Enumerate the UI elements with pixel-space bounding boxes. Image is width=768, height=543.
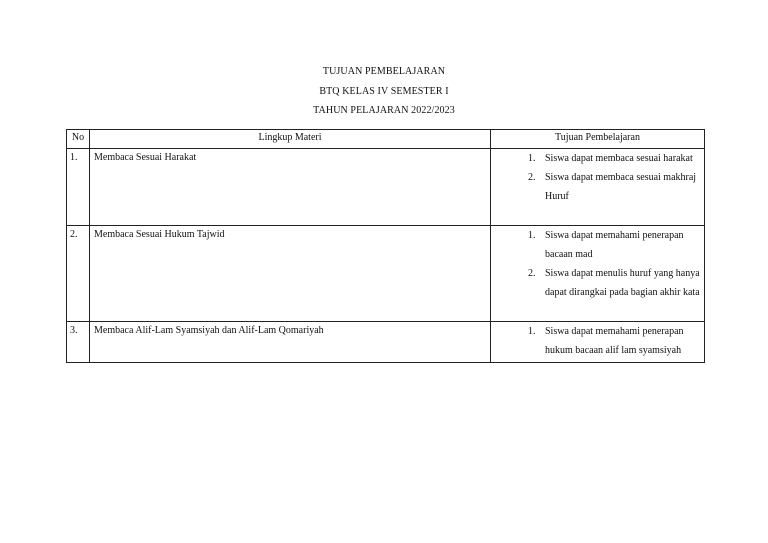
document-title: TUJUAN PEMBELAJARAN	[322, 66, 446, 77]
item-number: 1.	[528, 326, 536, 337]
header-tujuan-pembelajaran: Tujuan Pembelajaran	[491, 130, 705, 149]
item-text: Siswa dapat menulis huruf yang hanya dapat dirangkai pada bagian akhir kata	[545, 268, 700, 298]
table-header-row	[67, 130, 705, 149]
list-item	[491, 168, 700, 206]
item-text: Siswa dapat memahami penerapan bacaan mad	[545, 230, 684, 260]
list-item	[491, 322, 700, 360]
list-item	[491, 226, 700, 264]
item-number: 1.	[528, 153, 536, 164]
table-row	[67, 322, 705, 363]
item-text: Siswa dapat memahami penerapan hukum bacaan alif lam syamsiyah	[545, 326, 684, 356]
item-number: 1.	[528, 230, 536, 241]
header-lingkup-materi: Lingkup Materi	[90, 130, 491, 149]
objective-list	[491, 322, 700, 360]
item-text: Siswa dapat membaca sesuai harakat	[545, 153, 693, 164]
lingkup-materi-cell: Membaca Sesuai Hukum Tajwid	[90, 226, 491, 322]
academic-year: TAHUN PELAJARAN 2022/2023	[313, 105, 455, 116]
objective-list	[491, 226, 700, 302]
objective-list	[491, 149, 700, 206]
tujuan-cell	[491, 226, 705, 322]
row-number: 1.	[67, 149, 90, 226]
list-item	[491, 149, 700, 168]
lingkup-materi-cell: Membaca Sesuai Harakat	[90, 149, 491, 226]
item-number: 2.	[528, 172, 536, 183]
table-row	[67, 149, 705, 226]
item-text: Siswa dapat membaca sesuai makhraj Huruf	[545, 172, 697, 202]
tujuan-cell	[491, 149, 705, 226]
row-number: 2.	[67, 226, 90, 322]
header-no: No	[67, 130, 90, 149]
item-number: 2.	[528, 268, 536, 279]
lingkup-materi-cell: Membaca Alif-Lam Syamsiyah dan Alif-Lam Qomariyah	[90, 322, 491, 363]
learning-objectives-table	[66, 129, 705, 363]
row-number: 3.	[67, 322, 90, 363]
table-row	[67, 226, 705, 322]
tujuan-cell	[491, 322, 705, 363]
document-subtitle: BTQ KELAS IV SEMESTER I	[319, 86, 449, 97]
list-item	[491, 264, 700, 302]
